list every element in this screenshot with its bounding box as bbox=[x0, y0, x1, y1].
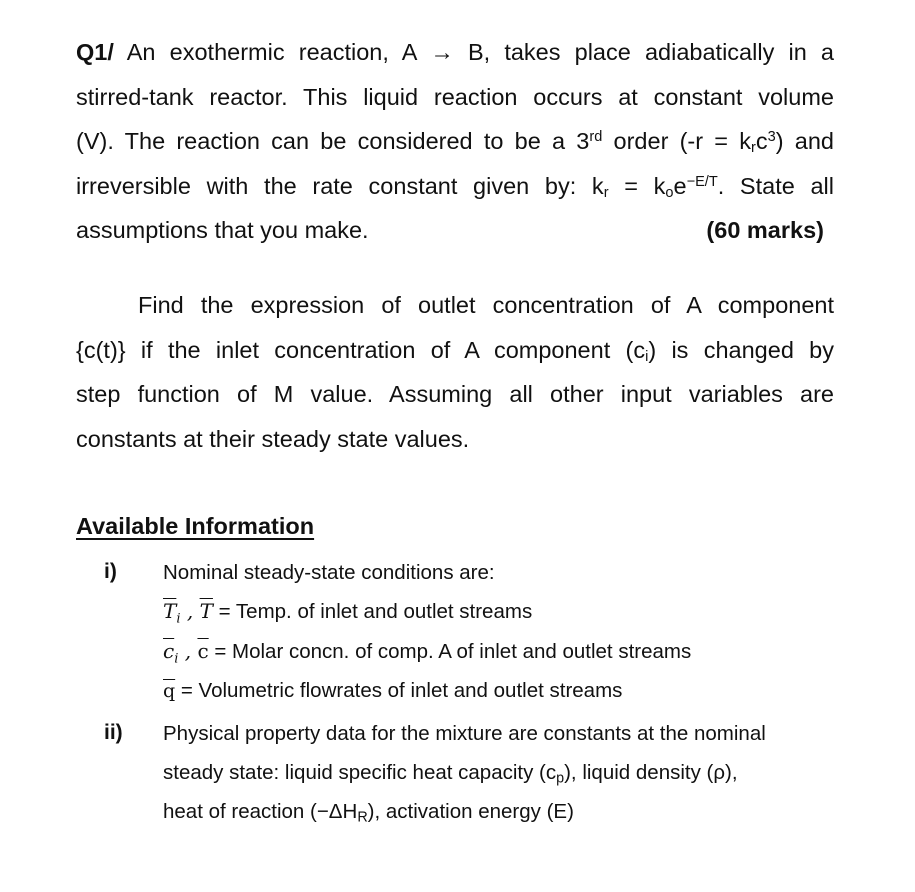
question-paragraph bbox=[76, 30, 834, 253]
task-paragraph bbox=[76, 283, 834, 461]
question-label: Q1/ bbox=[76, 39, 114, 65]
task-line-3: step function of M value. Assuming all other input variables are bbox=[76, 381, 834, 408]
item-2-line-2: steady state: liquid specific heat capacity (cp), liquid density (ρ), bbox=[163, 761, 738, 787]
available-information-heading: Available Information bbox=[76, 513, 315, 539]
task-line-4: constants at their steady state values. bbox=[76, 425, 470, 452]
question-line-5: assumptions that you make. (60 marks) bbox=[76, 208, 834, 253]
question-line-3: (V). The reaction can be considered to be a 3rd order $(-r = k_rc^3)$ and bbox=[76, 128, 834, 157]
item-1-concentration: $\overline{c}_i$ , $\overline{c}$ = Molar concn. of comp. A of inlet and outlet streams bbox=[163, 639, 692, 667]
task-line-1: Find the expression of outlet concentration of A component bbox=[138, 292, 834, 318]
item-1-number: i) bbox=[104, 560, 117, 583]
marks-label: (60 marks) bbox=[706, 217, 824, 244]
item-1-temperature: $\overline{T}_i$ , $\overline{T}$ = Temp. of inlet and outlet streams bbox=[163, 599, 533, 627]
question-line-2: stirred-tank reactor. This liquid reaction occurs at constant volume bbox=[76, 83, 834, 110]
item-2-number: ii) bbox=[104, 721, 123, 744]
question-line-1: Q1/ An exothermic reaction, A → B, takes place adiabatically in a bbox=[76, 39, 834, 65]
item-1-title: Nominal steady-state conditions are: bbox=[163, 561, 495, 584]
item-2-line-1: Physical property data for the mixture are constants at the nominal bbox=[163, 722, 766, 745]
item-2-line-3: heat of reaction (−ΔHR), activation energy (E) bbox=[163, 800, 574, 826]
task-line-2: {c(t)} if the inlet concentration of A component $(c_i)$ is changed by bbox=[76, 336, 834, 365]
item-1-flowrate: $\overline{q}$ = Volumetric flowrates of inlet and outlet streams bbox=[163, 679, 623, 702]
question-line-4: irreversible with the rate constant given by: $k_r = k_oe^{-E/T}$. State all bbox=[76, 172, 834, 201]
